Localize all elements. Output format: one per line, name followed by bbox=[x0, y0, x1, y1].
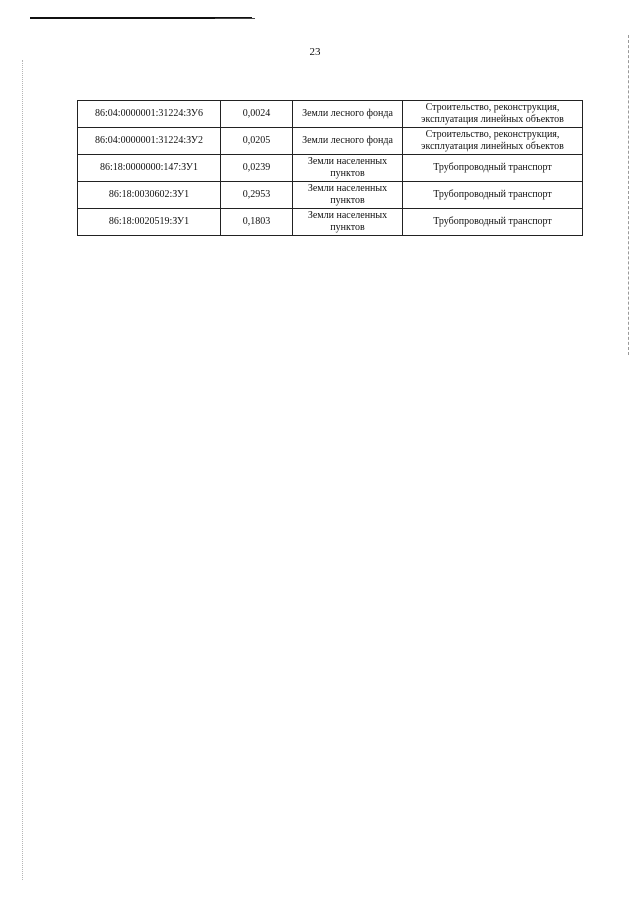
land-category-cell: Земли населенных пунктов bbox=[293, 209, 403, 236]
header-rule-tail bbox=[215, 18, 255, 19]
land-category-cell: Земли лесного фонда bbox=[293, 101, 403, 128]
cadastral-number-cell: 86:04:0000001:31224:ЗУ2 bbox=[78, 128, 221, 155]
cadastral-number-cell: 86:18:0020519:ЗУ1 bbox=[78, 209, 221, 236]
land-category-cell: Земли населенных пунктов bbox=[293, 182, 403, 209]
page-number: 23 bbox=[309, 46, 321, 58]
table-row bbox=[78, 128, 583, 155]
scan-edge-left bbox=[22, 60, 23, 880]
cadastral-number-cell: 86:18:0030602:ЗУ1 bbox=[78, 182, 221, 209]
table-row bbox=[78, 101, 583, 128]
permitted-use-cell: Трубопроводный транспорт bbox=[403, 209, 583, 236]
land-category-cell: Земли лесного фонда bbox=[293, 128, 403, 155]
cadastral-number-cell: 86:18:0000000:147:ЗУ1 bbox=[78, 155, 221, 182]
permitted-use-cell: Трубопроводный транспорт bbox=[403, 155, 583, 182]
table-row bbox=[78, 182, 583, 209]
area-cell: 0,2953 bbox=[221, 182, 293, 209]
land-category-cell: Земли населенных пунктов bbox=[293, 155, 403, 182]
area-cell: 0,0205 bbox=[221, 128, 293, 155]
permitted-use-cell: Строительство, реконструкция, эксплуатация линейных объектов bbox=[403, 101, 583, 128]
area-cell: 0,0024 bbox=[221, 101, 293, 128]
permitted-use-cell: Трубопроводный транспорт bbox=[403, 182, 583, 209]
area-cell: 0,1803 bbox=[221, 209, 293, 236]
cadastral-number-cell: 86:04:0000001:31224:ЗУ6 bbox=[78, 101, 221, 128]
table-row bbox=[78, 155, 583, 182]
land-plots-table bbox=[77, 100, 583, 236]
table-row bbox=[78, 209, 583, 236]
permitted-use-cell: Строительство, реконструкция, эксплуатация линейных объектов bbox=[403, 128, 583, 155]
area-cell: 0,0239 bbox=[221, 155, 293, 182]
scan-edge-right bbox=[628, 35, 629, 355]
